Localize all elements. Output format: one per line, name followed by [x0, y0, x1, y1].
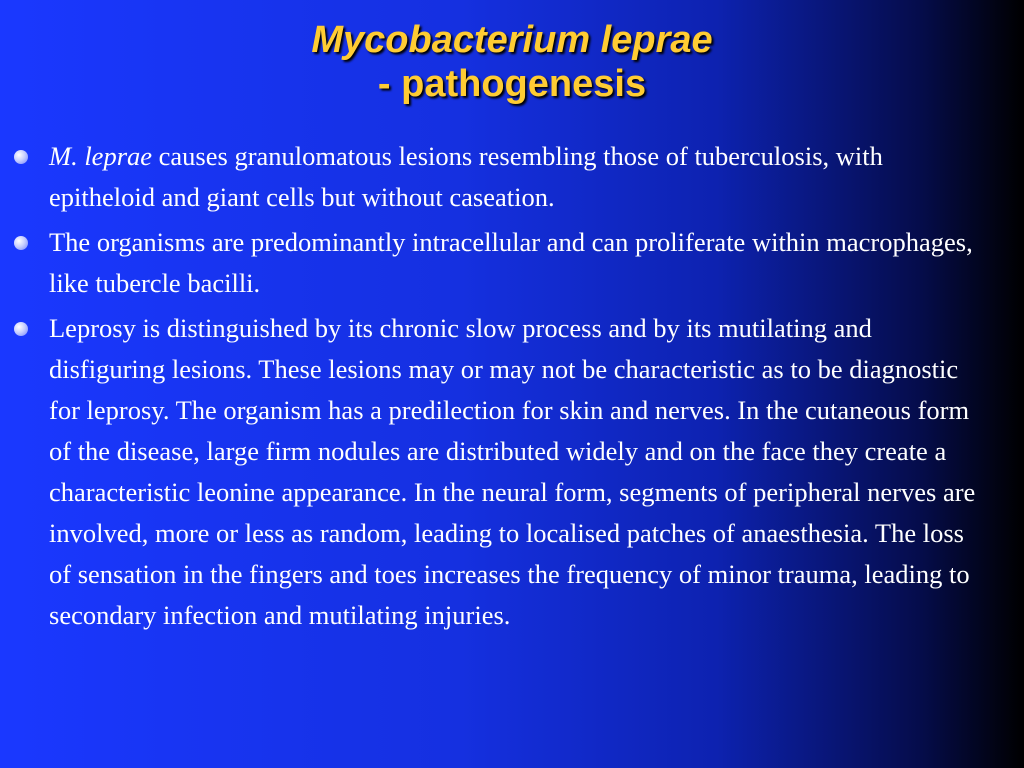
bullet-dot-icon — [14, 236, 28, 250]
bullet-item-3 — [14, 308, 984, 636]
bullet-item-1 — [14, 136, 984, 218]
title-line-1: Mycobacterium leprae — [311, 19, 713, 61]
bullet-text: causes granulomatous lesions resembling those of tuberculosis, with epitheloid and giant cells but without caseation. — [49, 141, 883, 212]
bullet-text: Leprosy is distinguished by its chronic slow process and by its mutilating and disfiguring lesions. These lesions may or may not be characteristic as to be diagnostic for leprosy. The organism has a predilection for skin and nerves. In the cutaneous form of the disease, large firm nodules are distributed widely and on the face they create a characteristic leonine appearance. In the neural form, segments of peripheral nerves are involved, more or less as random, leading to localised patches of anaesthesia. The loss of sensation in the fingers and toes increases the frequency of minor trauma, leading to secondary infection and mutilating injuries. — [49, 313, 976, 630]
bullet-dot-icon — [14, 150, 28, 164]
bullet-list — [14, 136, 984, 640]
bullet-item-2 — [14, 222, 984, 304]
bullet-dot-icon — [14, 322, 28, 336]
bullet-italic-lead: M. leprae — [49, 141, 153, 171]
bullet-text: The organisms are predominantly intracellular and can proliferate within macrophages, like tubercle bacilli. — [49, 227, 973, 298]
slide-title — [0, 18, 1024, 106]
title-line-2: - pathogenesis — [377, 63, 647, 105]
